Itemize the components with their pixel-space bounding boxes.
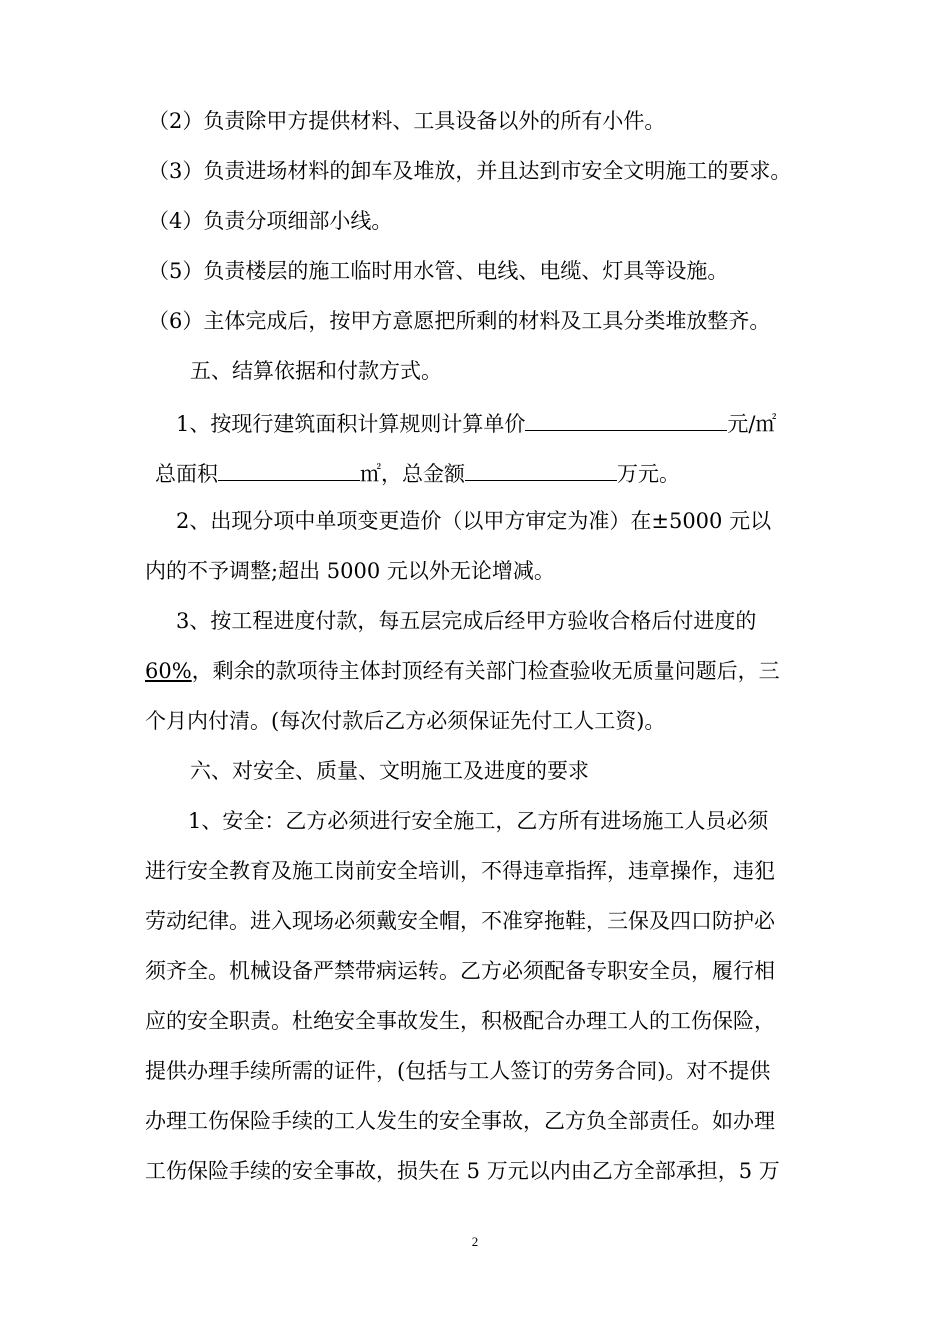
- safety-clause-line-4: 须齐全。机械设备严禁带病运转。乙方必须配备专职安全员，履行相: [145, 959, 775, 983]
- payment-percentage: 60%: [145, 659, 192, 683]
- total-amount-label: ㎡，总金额: [360, 462, 465, 486]
- safety-clause-line-8: 工伤保险手续的安全事故，损失在 5 万元以内由乙方全部承担，5 万: [145, 1159, 780, 1183]
- total-area-label: 总面积: [155, 462, 218, 486]
- item-3: （3）负责进场材料的卸车及堆放，并且达到市安全文明施工的要求。: [148, 159, 792, 183]
- safety-clause-line-7: 办理工伤保险手续的工人发生的安全事故，乙方负全部责任。如办理: [145, 1109, 775, 1133]
- safety-clause-line-5: 应的安全职责。杜绝安全事故发生，积极配合办理工人的工伤保险，: [145, 1009, 775, 1033]
- settlement-unit-price-line: [176, 406, 776, 439]
- section-6-heading: 六、对安全、质量、文明施工及进度的要求: [190, 759, 589, 783]
- unit-price-unit: 元/㎡: [727, 412, 777, 436]
- safety-clause-line-1: 1、安全：乙方必须进行安全施工，乙方所有进场施工人员必须: [188, 809, 769, 833]
- payment-clause-line-2: [145, 656, 780, 686]
- total-amount-blank: [465, 456, 617, 481]
- payment-clause-line-1: 3、按工程进度付款，每五层完成后经甲方验收合格后付进度的: [176, 609, 757, 633]
- unit-price-blank: [525, 406, 727, 431]
- item-2: （2）负责除甲方提供材料、工具设备以外的所有小件。: [148, 109, 666, 133]
- total-amount-unit: 万元。: [617, 462, 680, 486]
- safety-clause-line-6: 提供办理手续所需的证件，(包括与工人签订的劳务合同)。对不提供: [145, 1059, 771, 1083]
- item-4: （4）负责分项细部小线。: [148, 209, 393, 233]
- item-5: （5）负责楼层的施工临时用水管、电线、电缆、灯具等设施。: [148, 259, 729, 283]
- section-5-heading: 五、结算依据和付款方式。: [190, 359, 442, 383]
- payment-clause-line-3: 个月内付清。(每次付款后乙方必须保证先付工人工资)。: [145, 709, 666, 733]
- safety-clause-line-2: 进行安全教育及施工岗前安全培训，不得违章指挥，违章操作，违犯: [145, 859, 775, 883]
- unit-price-label: 1、按现行建筑面积计算规则计算单价: [176, 412, 526, 436]
- payment-clause-text: ，剩余的款项待主体封顶经有关部门检查验收无质量问题后，三: [191, 659, 780, 683]
- total-area-blank: [218, 456, 360, 481]
- safety-clause-line-3: 劳动纪律。进入现场必须戴安全帽，不准穿拖鞋，三保及四口防护必: [145, 909, 775, 933]
- item-6: （6）主体完成后，按甲方意愿把所剩的材料及工具分类堆放整齐。: [148, 309, 771, 333]
- variation-clause-line-1: 2、出现分项中单项变更造价（以甲方审定为准）在±5000 元以: [176, 509, 772, 533]
- settlement-area-line: [155, 456, 680, 489]
- page-number: 2: [471, 1234, 479, 1249]
- variation-clause-line-2: 内的不予调整;超出 5000 元以外无论增减。: [145, 559, 555, 583]
